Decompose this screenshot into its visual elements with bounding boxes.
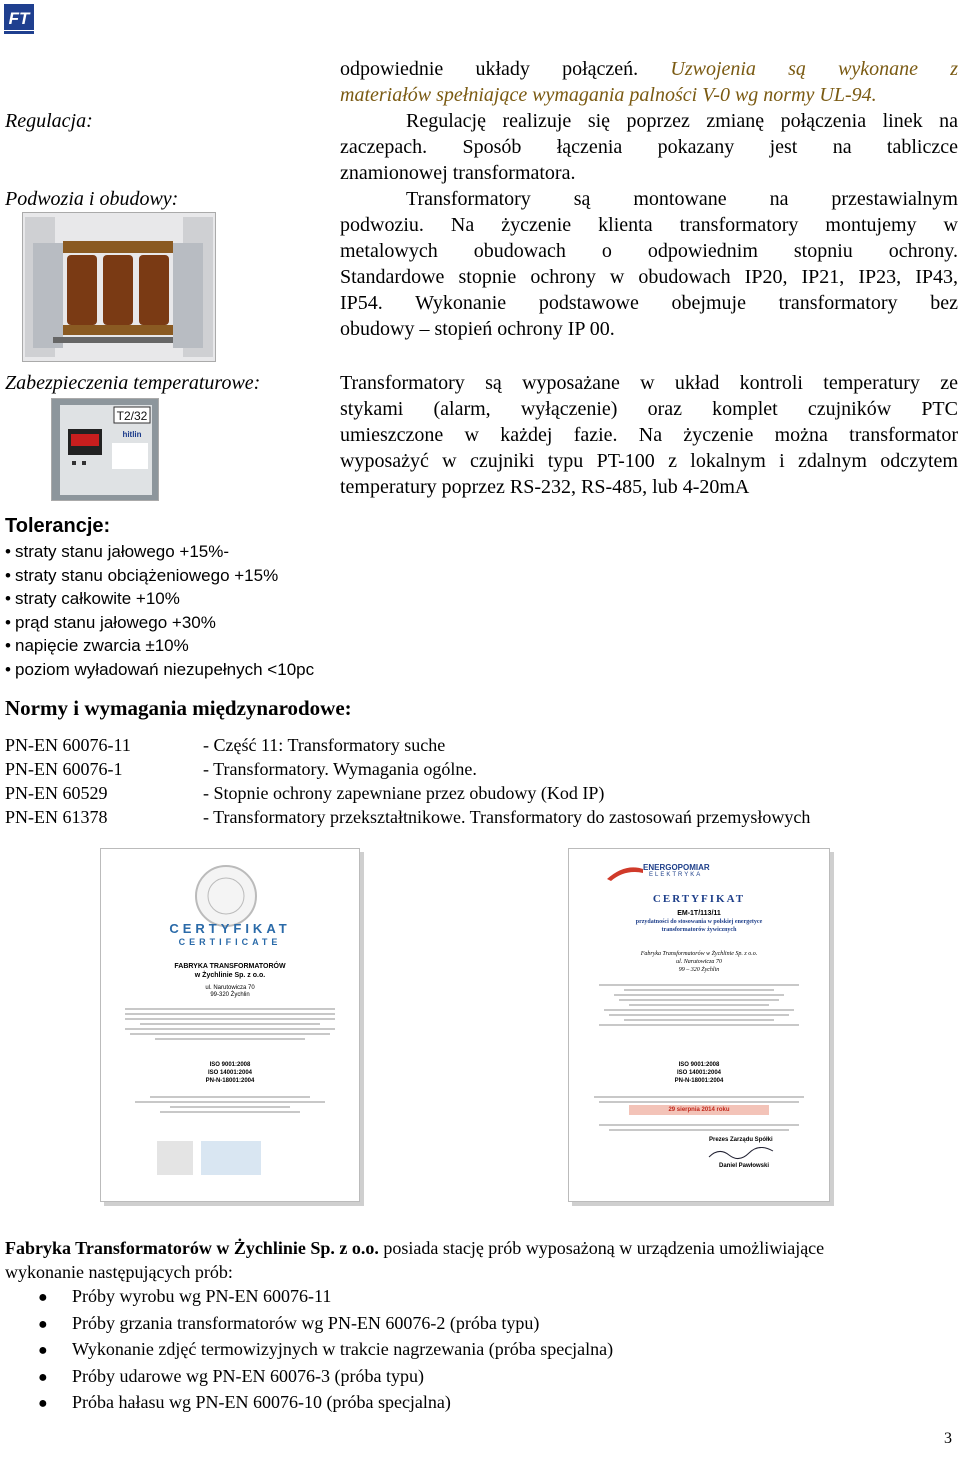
cert-company: FABRYKA TRANSFORMATORÓW — [174, 963, 286, 970]
list-item: • poziom wyładowań niezupełnych <10pc — [5, 658, 314, 682]
normy-heading: Normy i wymagania międzynarodowe: — [5, 696, 352, 720]
certificate-right — [568, 848, 830, 1202]
podwozia-text-4: Standardowe stopnie ochrony w obudowach IP20, IP21, IP23, IP43, — [340, 266, 958, 288]
norm-code: PN-EN 60076-1 — [5, 759, 123, 779]
material-text-line-1: odpowiednie układy połączeń. Uzwojenia są wykonane z — [340, 58, 959, 80]
cert-standards: ISO 9001:2008 ISO 14001:2004 PN-N-18001:2004 — [205, 1062, 255, 1084]
podwozia-text-5: IP54. Wykonanie podstawowe obejmuje transformatory bez — [340, 292, 958, 314]
list-item: ● Wykonanie zdjęć termowizyjnych w trakcie nagrzewania (próba specjalna) — [38, 1339, 614, 1359]
signature-icon — [707, 1147, 777, 1161]
podwozia-text-2: podwoziu. Na życzenie klienta transformatory montujemy w — [340, 214, 958, 236]
cert-title: CERTYFIKAT — [652, 893, 746, 905]
list-item: • straty całkowite +10% — [5, 587, 314, 611]
cert-address-2: 99 – 320 Żychlin — [678, 967, 720, 973]
transformer-photo — [22, 212, 216, 362]
zabezpieczenia-text-5: temperatury poprzez RS-232, RS-485, lub 4-20mA — [340, 476, 750, 498]
zabezpieczenia-label: Zabezpieczenia temperaturowe: — [5, 372, 261, 394]
cert-filler-text-2 — [121, 1093, 339, 1116]
page-number: 3 — [944, 1430, 952, 1447]
tolerancje-list — [5, 540, 314, 681]
material-text-line-2: materiałów spełniające wymagania palności V-0 wg normy UL-94. — [340, 84, 877, 106]
certificate-left — [100, 848, 360, 1202]
iaf-logo-icon — [201, 1141, 261, 1175]
list-item: • napięcie zwarcia ±10% — [5, 634, 314, 658]
cert-address-1: ul. Narutowicza 70 — [205, 985, 255, 991]
fabryka-intro: Fabryka Transformatorów w Żychlinie Sp. z o.o. posiada stację prób wyposażoną w urządzenia umożliwiające — [5, 1238, 825, 1258]
cert-subtitle: CERTIFICATE — [178, 937, 282, 947]
zabezpieczenia-text-3: umieszczone w każdej fazie. Na życzenie można transformator — [340, 424, 958, 446]
norm-desc: - Transformatory. Wymagania ogólne. — [203, 759, 477, 779]
cert-address-1: ul. Narutowicza 70 — [676, 959, 722, 965]
list-item: • straty stanu obciążeniowego +15% — [5, 564, 314, 588]
cert-filler-text — [121, 1005, 339, 1043]
list-item: • straty stanu jałowego +15%- — [5, 540, 314, 564]
list-item: ● Próba hałasu wg PN-EN 60076-10 (próba specjalna) — [38, 1392, 451, 1412]
norm-code: PN-EN 61378 — [5, 807, 108, 827]
energopomiar-logo-icon — [605, 861, 645, 885]
cert-date-stamp: 29 sierpnia 2014 roku — [629, 1105, 769, 1115]
company-logo — [4, 4, 34, 34]
pca-logo-icon — [157, 1141, 193, 1175]
list-item: ● Próby wyrobu wg PN-EN 60076-11 — [38, 1286, 332, 1306]
cert-address-2: 99-320 Żychlin — [210, 992, 250, 998]
zabezpieczenia-text-1: Transformatory są wyposażane w układ kontroli temperatury ze — [340, 372, 958, 394]
podwozia-text-1: Transformatory są montowane na przestawialnym — [406, 188, 958, 210]
regulacja-text-1: Regulację realizuje się poprzez zmianę połączenia linek na — [406, 110, 958, 132]
norm-desc: - Część 11: Transformatory suche — [203, 735, 446, 755]
svg-text:T2/32: T2/32 — [116, 409, 148, 423]
svg-text:FT: FT — [8, 9, 30, 28]
cert-line-1: przydatności do stosowania w polskiej energetyce — [635, 919, 763, 925]
cert-company: Fabryka Transformatorów w Żychlinie Sp. z o.o. — [640, 951, 758, 957]
cert-signer: Daniel Pawłowski — [719, 1163, 770, 1169]
tests-list — [38, 1284, 613, 1417]
fabryka-intro-2: wykonanie następujących prób: — [5, 1262, 233, 1282]
cert-brand-2: ELEKTRYKA — [649, 872, 703, 878]
regulacja-text-2: zaczepach. Sposób łączenia pokazany jest na tabliczce — [340, 136, 958, 158]
podwozia-label: Podwozia i obudowy: — [5, 188, 179, 210]
cert-standards: ISO 9001:2008 ISO 14001:2004 PN-N-18001:2004 — [674, 1062, 724, 1084]
norm-code: PN-EN 60529 — [5, 783, 108, 803]
norm-desc: - Transformatory przekształtnikowe. Transformatory do zastosowań przemysłowych — [203, 807, 811, 827]
cert-number: EM-1T/113/11 — [677, 910, 721, 917]
zabezpieczenia-text-2: stykami (alarm, wyłączenie) oraz komplet czujników PTC — [340, 398, 958, 420]
cert-line-2: transformatorów żywicznych — [661, 927, 737, 933]
list-item: ● Próby grzania transformatorów wg PN-EN 60076-2 (próba typu) — [38, 1312, 540, 1333]
zabezpieczenia-text-4: wyposażyć w czujniki typu PT-100 z lokalnym i zdalnym odczytem — [340, 450, 958, 472]
svg-text:hitlin: hitlin — [122, 430, 142, 439]
podwozia-text-3: metalowych obudowach o odpowiednim stopniu ochrony. — [340, 240, 958, 262]
podwozia-text-6: obudowy – stopień ochrony IP 00. — [340, 318, 615, 340]
cert-brand: ENERGOPOMIAR — [643, 863, 710, 872]
cert-filler-text-3 — [589, 1121, 809, 1134]
regulacja-text-3: znamionowej transformatora. — [340, 162, 576, 184]
cert-title: CERTYFIKAT — [169, 921, 291, 936]
list-item: ● Próby udarowe wg PN-EN 60076-3 (próba typu) — [38, 1365, 424, 1386]
list-item: • prąd stanu jałowego +30% — [5, 611, 314, 635]
tolerancje-heading: Tolerancje: — [5, 515, 111, 537]
norm-desc: - Stopnie ochrony zapewniane przez obudowy (Kod IP) — [203, 783, 605, 803]
temperature-controller-photo — [51, 398, 159, 501]
cert-signer-title: Prezes Zarządu Spółki — [709, 1137, 773, 1143]
cert-company-2: w Żychlinie Sp. z o.o. — [194, 972, 266, 979]
norm-code: PN-EN 60076-11 — [5, 735, 131, 755]
cert-filler-text — [589, 981, 809, 1029]
regulacja-label: Regulacja: — [5, 110, 93, 132]
